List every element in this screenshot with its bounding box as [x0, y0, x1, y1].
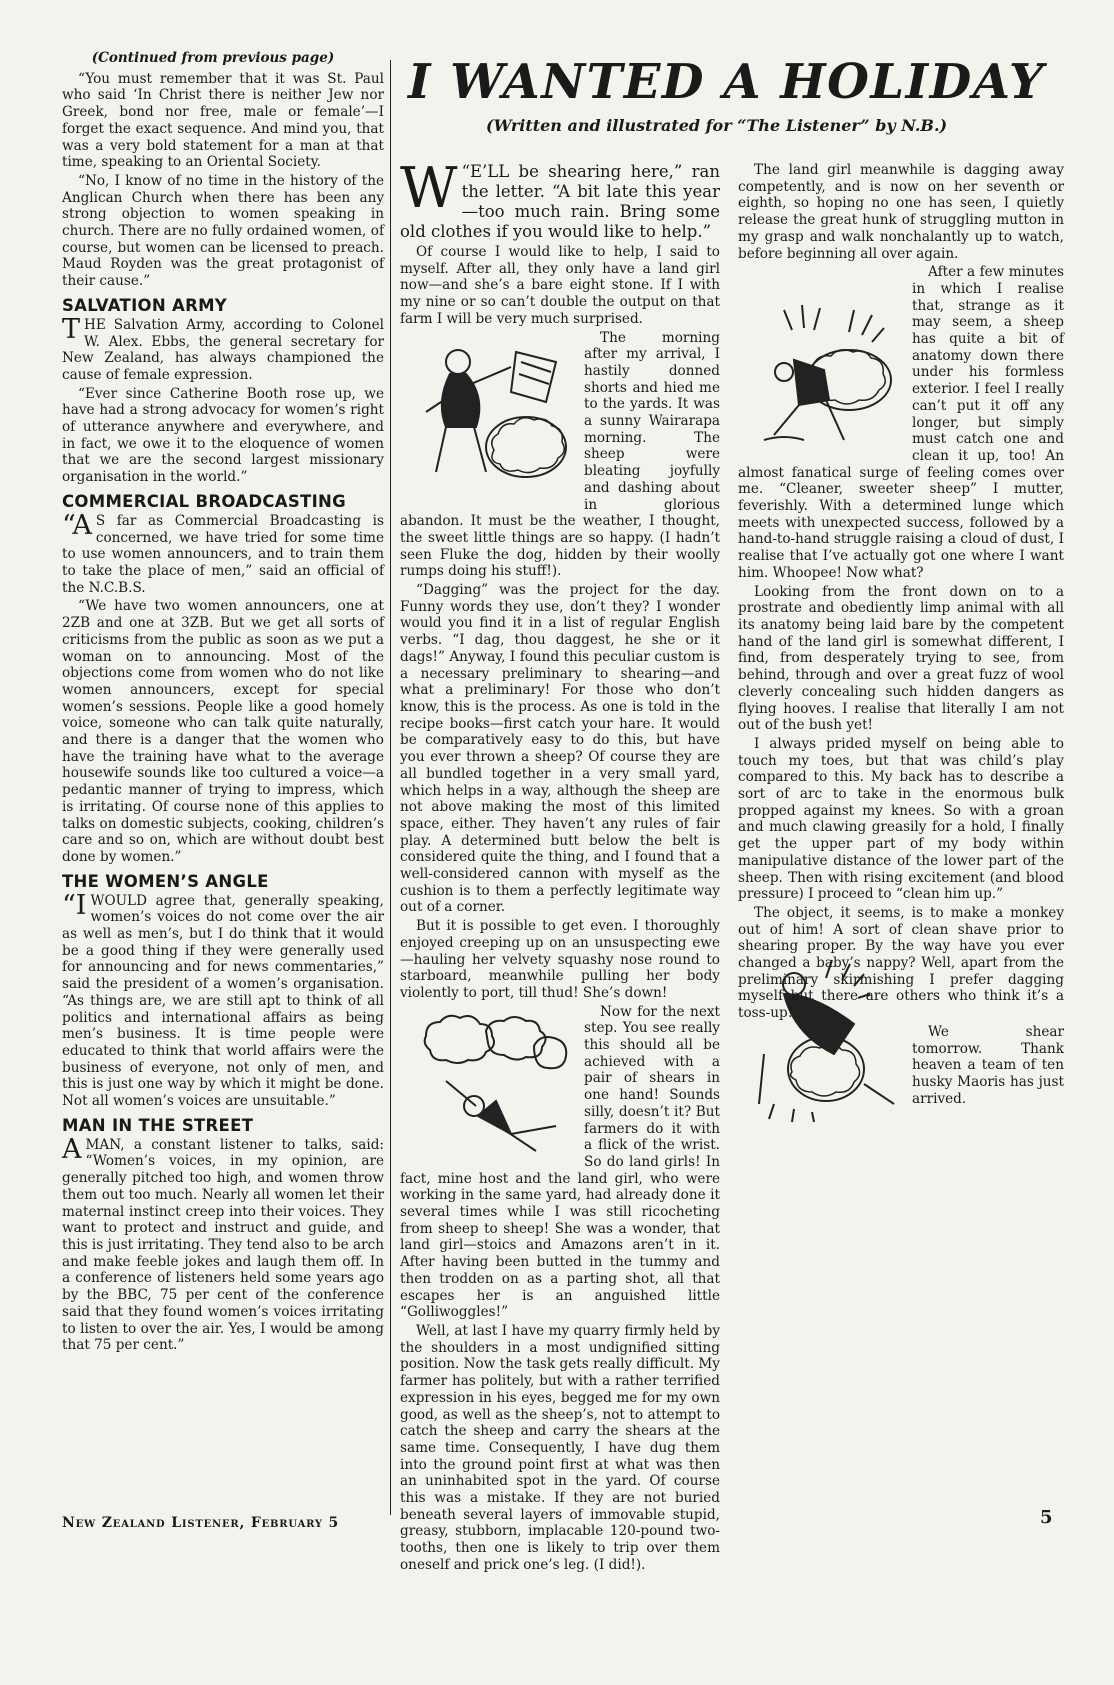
page-number: 5	[1040, 1507, 1053, 1528]
article-byline: (Written and illustrated for “The Listener” by N.B.)	[486, 116, 948, 135]
drop-cap: T	[62, 313, 81, 345]
drop-cap: W	[400, 156, 458, 221]
section-paragraph: “We have two women announcers, one at 2ZB and one at 3ZB. But we get all sorts of criticisms from the public as soon as we put a woman on to announcing. Most of the objections come from women who do not like women announcers, except for special women’s sessions. People like a good homely voice, someone who can talk quite naturally, and there is a danger that the women who have the training have what to the average housewife sounds like too cultured a voice—a pedantic manner of trying to impress, which is irritating. Of course none of this applies to talks on domestic subjects, cooking, children’s care and so on, which are without doubt best done by women.”	[62, 598, 384, 865]
girl-wrestling-sheep-icon	[738, 300, 904, 455]
section-paragraph: “A S far as Commercial Broadcasting is concerned, we have tried for some time to use women announcers, and to train them to take the place of men,” said an official of the N.C.B.S.	[62, 509, 384, 596]
article-paragraph: The land girl meanwhile is dagging away competently, and is now on her seventh or eighth, so hoping no one has seen, I quietly release the great hunk of struggling mutton in my grasp and walk nonchalantly up to watch, before beginning all over again.	[738, 162, 1064, 262]
girl-thrown-by-sheep-icon	[400, 1006, 576, 1161]
article-paragraph: Now for the next step. You see really this should all be achieved with a pair of shears in one hand! Sounds silly, doesn’t it? But farmers do it with a flick of the wrist. So do land girls! In fact, mine host and the land girl, who were working in the same yard, had already done it several times while I was still ricocheting from sheep to sheep! She was a wonder, that land girl—stoics and Amazons aren’t in it. After having been butted in the tummy and then trodden on as a parting shot, all that escapes her is an anguished little “Golliwoggles!”	[400, 1003, 720, 1321]
article-column-middle	[400, 156, 720, 1574]
article-paragraph: The object, it seems, is to make a monkey out of him! A sort of clean shave prior to shearing proper. By the way have you ever changed a baby’s nappy? Well, apart from the preliminary skirmishing I prefer dagging myself but there are others who think it’s a toss-up!	[738, 904, 1064, 1022]
article-paragraph: Looking from the front down on to a prostrate and obediently limp animal with all its anatomy being laid bare by the competent hand of the land girl is somewhat different, I find, from desperately trying to see, from behind, through and over a great fuzz of wool cleverly concealing such hidden dangers as flying hooves. I realise that literally I am not out of the bush yet!	[738, 583, 1064, 734]
section-heading: SALVATION ARMY	[62, 295, 228, 315]
article-paragraph: But it is possible to get even. I thoroughly enjoyed creeping up on an unsuspecting ewe—hauling her velvety squashy nose round to starboard, meanwhile pulling her body violently to port, till thud! She’s down!	[400, 918, 720, 1001]
section-heading: THE WOMEN’S ANGLE	[62, 871, 269, 891]
left-column	[62, 50, 384, 1354]
section-paragraph: THE Salvation Army, according to Colonel W. Alex. Ebbs, the general secretary for New Zealand, has always championed the cause of female expression.	[62, 313, 384, 383]
masthead-footer: New Zealand Listener, February 5	[62, 1515, 340, 1531]
drop-cap: “I	[62, 889, 87, 921]
article-column-right	[738, 162, 1064, 1131]
continued-note: (Continued from previous page)	[91, 50, 335, 66]
article-paragraph: We shear tomorrow. Thank heaven a team of ten husky Maoris has just arrived.	[738, 1024, 1064, 1108]
intro-paragraph: “You must remember that it was St. Paul who said ‘In Christ there is neither Jew nor Greek, bond nor free, male or female’—I forget the exact sequence. And mind you, that was a very bold statement for a man at that time, speaking to an Oriental Society.	[62, 70, 384, 171]
section-heading: MAN IN THE STREET	[62, 1115, 254, 1135]
section-paragraph: “Ever since Catherine Booth rose up, we have had a strong advocacy for women’s right of utterance anywhere and everywhere, and in fact, we owe it to the eloquence of women that we are the second largest missionary organisation in the world.”	[62, 385, 384, 486]
article-paragraph: Of course I would like to help, I said to myself. After all, they only have a land girl now—and she’s a bare eight stone. If I with my nine or so can’t double the output on that farm I will be very much surprised.	[400, 244, 720, 327]
drop-cap: “A	[62, 509, 92, 541]
article-paragraph: Well, at last I have my quarry firmly held by the shoulders in a most undignified sitting position. Now the task gets really difficult. My farmer has politely, but with a rather terrified expression in his eyes, begged me for my own good, as well as the sheep’s, not to attempt to catch the sheep and carry the shears at the same time. Consequently, I have dug them into the ground point first at what was then an uninhabited spot in the yard. Of course this was a mistake. If they are not buried beneath several layers of immovable stupid, greasy, stubborn, implacable 120-pound two-tooths, then one is likely to trip over them oneself and prick one’s leg. (I did!).	[400, 1323, 720, 1573]
section-paragraph: “IWOULD agree that, generally speaking, women’s voices do not come over the air as well as men’s, but I do think that it would be a good thing if they were generally used for announcing and for news commentaries,” said the president of a women’s organisation. “As things are, we are still apt to think of all politics and international affairs as being men’s business. It is time people were educated to think that world affairs were the business of everyone, not only of men, and this is just one way by which it might be done. Not all women’s voices are unsuitable.”	[62, 889, 384, 1110]
drop-cap: A	[62, 1133, 82, 1165]
intro-paragraph: “No, I know of no time in the history of the Anglican Church when there has been any strong objection to women speaking in church. There are no fully ordained women, of course, but women can be licensed to preach. Maud Royden was the great protagonist of their cause.”	[62, 172, 384, 290]
girl-chasing-sheep-icon	[400, 332, 576, 497]
article-paragraph: The morning after my arrival, I hastily donned shorts and hied me to the yards. It was a sunny Wairarapa morning. The sheep were bleating joyfully and dashing about in glorious abandon. It must be the weather, I thought, the sweet little things are so happy. (I hadn’t seen Fluke the dog, hidden by their woolly rumps doing his stuff!).	[400, 329, 720, 580]
article-title: I WANTED A HOLIDAY	[408, 54, 1045, 110]
article-paragraph: After a few minutes in which I realise that, strange as it may seem, a sheep has quite a bit of anatomy down there under his formless exterior. I feel I really can’t put it off any longer, but simply must catch one and clean it up, too! An almost fanatical surge of feeling comes over me. “Cleaner, sweeter sheep” I mutter, feverishly. With a determined lunge which meets with unexpected success, followed by a hand-to-hand struggle raising a cloud of dust, I realise that I’ve actually got one where I want him. Whoopee! Now what?	[738, 264, 1064, 581]
article-paragraph: W “E’LL be shearing here,” ran the letter. “A bit late this year—too much rain. Bring some old clothes if you would like to help.”	[400, 156, 720, 241]
section-heading: COMMERCIAL BROADCASTING	[62, 491, 346, 511]
column-rule	[390, 60, 391, 1515]
article-paragraph: I always prided myself on being able to touch my toes, but that was child’s play compared to this. My back has to describe a sort of arc to take in the enormous bulk propped against my knees. So with a groan and much clawing greasily for a hold, I finally get the upper part of my body within manipulative distance of the lower part of the sheep. Then with rising excitement (and blood pressure) I proceed to “clean him up.”	[738, 735, 1064, 903]
section-paragraph: AMAN, a constant listener to talks, said: “Women’s voices, in my opinion, are generally pitched too high, and women throw them out too much. Nearly all women let their maternal instinct creep into their voices. They want to protect and instruct and guide, and this is just irritating. They tend also to be arch and make feeble jokes and laugh them off. In a conference of listeners held some years ago by the BBC, 75 per cent of the conference said that they found women’s voices irritating to listen to over the air. Yes, I would be among that 75 per cent.”	[62, 1133, 384, 1354]
article-paragraph: “Dagging” was the project for the day. Funny words they use, don’t they? I wonder would you find it in a list of regular English verbs. “I dag, thou daggest, he she or it dags!” Anyway, I found this peculiar custom is a necessary preliminary to shearing—and what a preliminary! For those who don’t know, this is the process. As one is told in the recipe books—first catch your hare. It would be comparatively easy to do this, but have you ever thrown a sheep? Of course they are all bundled together in a very small yard, which helps in a way, although the sheep are not above making the most of this limited space, either. They haven’t any rules of fair play. A determined butt below the belt is considered quite the thing, and I found that a well-considered cannon with myself as the cushion is to them a perfectly legitimate way out of a corner.	[400, 582, 720, 916]
